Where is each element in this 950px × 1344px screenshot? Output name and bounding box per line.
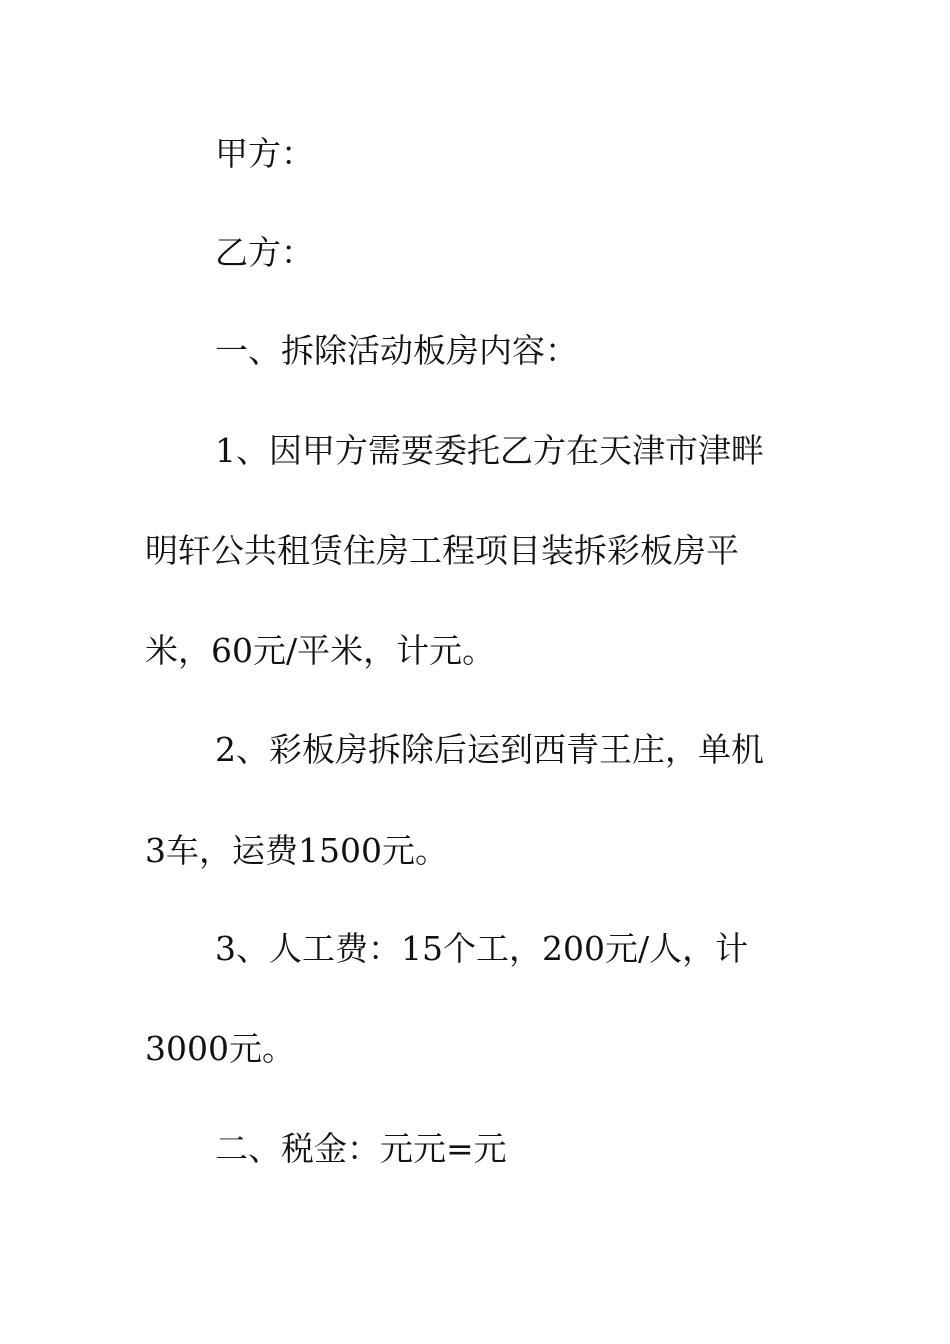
item-1-line-3: 米，60元/平米，计元。: [145, 631, 496, 670]
item-1-line-1: 1、因甲方需要委托乙方在天津市津畔: [215, 431, 764, 470]
item-2-line-2: 3车，运费1500元。: [145, 831, 448, 870]
item-3-line-1: 3、人工费：15个工，200元/人，计: [215, 929, 749, 968]
item-3-line-2: 3000元。: [145, 1029, 295, 1068]
section-two-heading: 二、税金：元元=元: [215, 1129, 507, 1168]
item-1-line-2: 明轩公共租赁住房工程项目装拆彩板房平: [145, 531, 739, 570]
party-a-label: 甲方：: [215, 134, 314, 173]
party-b-label: 乙方：: [215, 233, 314, 272]
section-one-heading: 一、拆除活动板房内容：: [215, 331, 578, 370]
item-2-line-1: 2、彩板房拆除后运到西青王庄，单机: [215, 730, 764, 769]
